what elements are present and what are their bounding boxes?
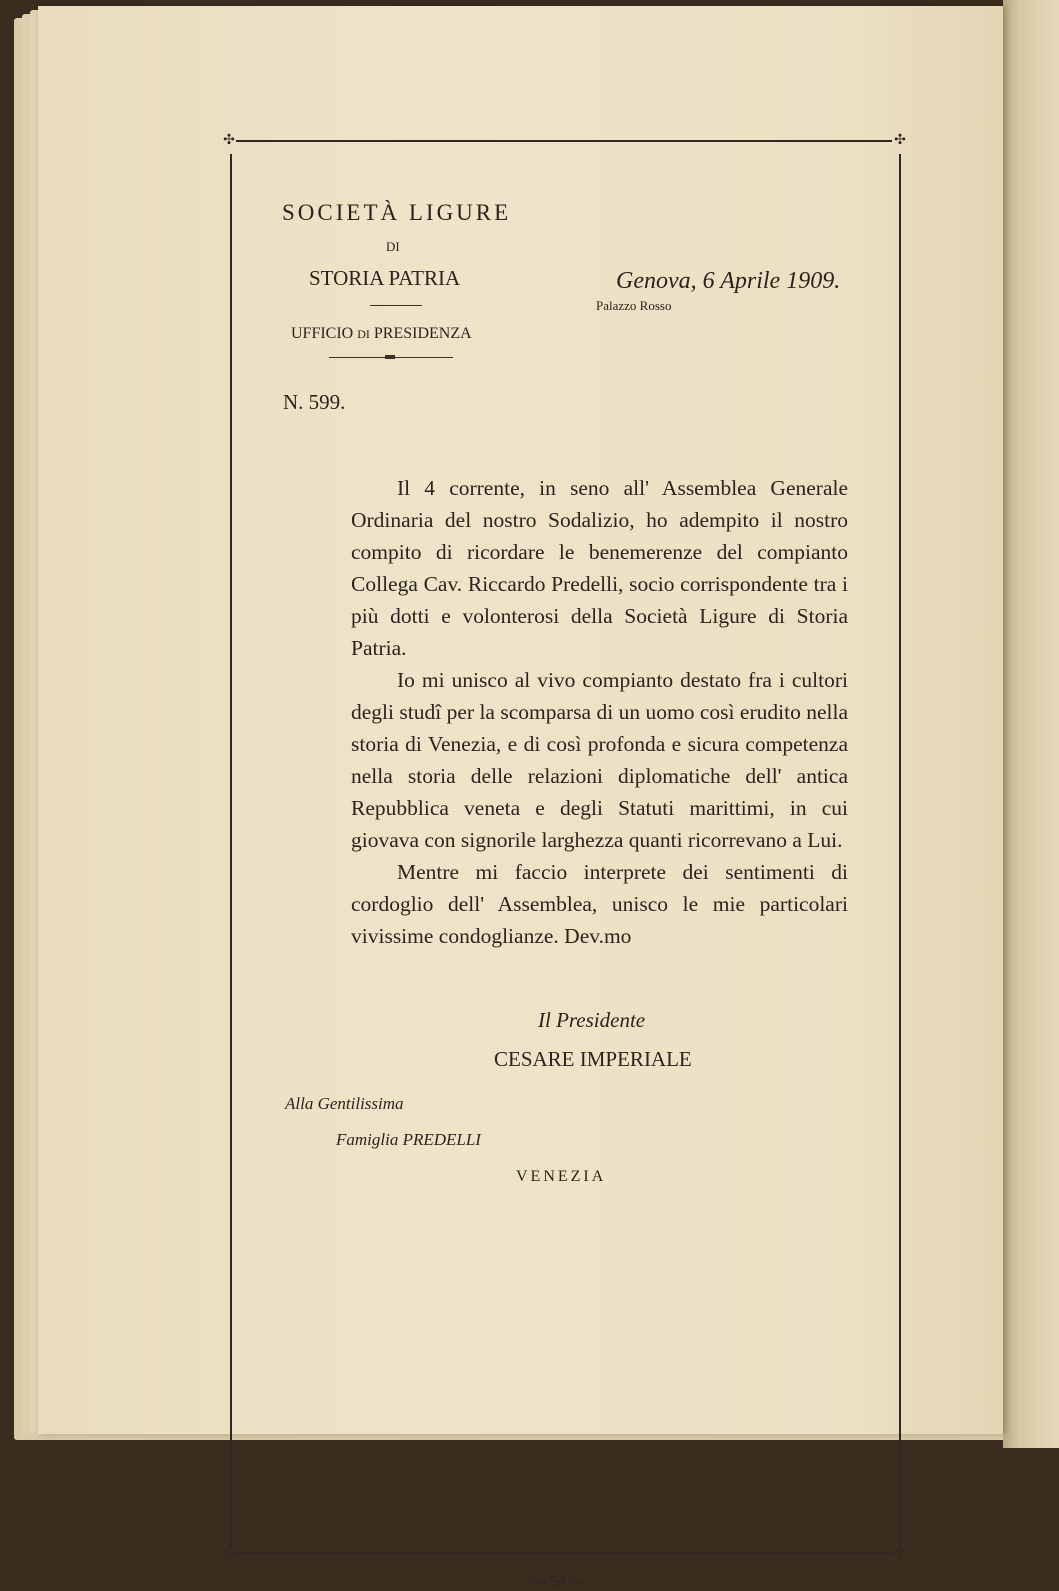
frame-top-rule (236, 140, 892, 142)
corner-ornament-icon: ✣ (223, 1545, 235, 1560)
office-suffix: PRESIDENZA (373, 325, 472, 342)
signature-name: CESARE IMPERIALE (494, 1047, 692, 1071)
protocol-number: N. 599. (283, 390, 346, 414)
addressee-line1: Alla Gentilissima (285, 1094, 404, 1113)
corner-ornament-icon: ✣ (894, 1545, 906, 1560)
body-paragraph: Mentre mi faccio interprete dei sentimenti di cordoglio dell' Assemblea, unisco le mie particolari vivissime condoglianze. Dev.mo (351, 860, 848, 948)
frame-left-rule (230, 154, 232, 1548)
body-paragraph: Io mi unisco al vivo compianto destato fra i cultori degli studî per la scomparsa di un uomo così erudito nella storia di Venezia, e di così profonda e sicura competenza nella storia delle relazioni diplomatiche dell' antica Repubblica veneta e degli Statuti marittimi, in cui giovava con signorile larghezza quanti ricorrevano a Lui. (351, 668, 848, 852)
letterhead-divider-mark (385, 355, 395, 359)
society-name-line2: STORIA PATRIA (309, 266, 461, 290)
society-name-line1: SOCIETÀ LIGURE (282, 200, 512, 225)
addressee-city: VENEZIA (516, 1168, 607, 1185)
palace-name: Palazzo Rosso (596, 298, 672, 313)
document-page (38, 6, 1003, 1590)
place-date: Genova, 6 Aprile 1909. (616, 268, 841, 294)
society-name-di: DI (386, 239, 400, 254)
letterhead-divider (370, 305, 422, 306)
corner-ornament-icon: ✣ (223, 133, 235, 148)
page-number: — 54 — (530, 1573, 586, 1590)
addressee-line2: Famiglia PREDELLI (336, 1130, 481, 1149)
frame-right-rule (899, 154, 901, 1548)
body-paragraph: Il 4 corrente, in seno all' Assemblea Generale Ordinaria del nostro Sodalizio, ho adempito il nostro compito di ricordare le benemerenze del compianto Collega Cav. Riccardo Predelli, socio corrispondente tra i più dotti e volonterosi della Società Ligure di Storia Patria. (351, 476, 848, 660)
facing-page-edge (1003, 0, 1059, 1448)
signature-title: Il Presidente (538, 1008, 646, 1032)
corner-ornament-icon: ✣ (894, 133, 906, 148)
office-prefix: UFFICIO (291, 325, 354, 342)
office-title (291, 325, 472, 343)
office-di: DI (357, 327, 370, 341)
frame-bottom-rule (236, 1552, 892, 1554)
letter-body (351, 472, 848, 952)
